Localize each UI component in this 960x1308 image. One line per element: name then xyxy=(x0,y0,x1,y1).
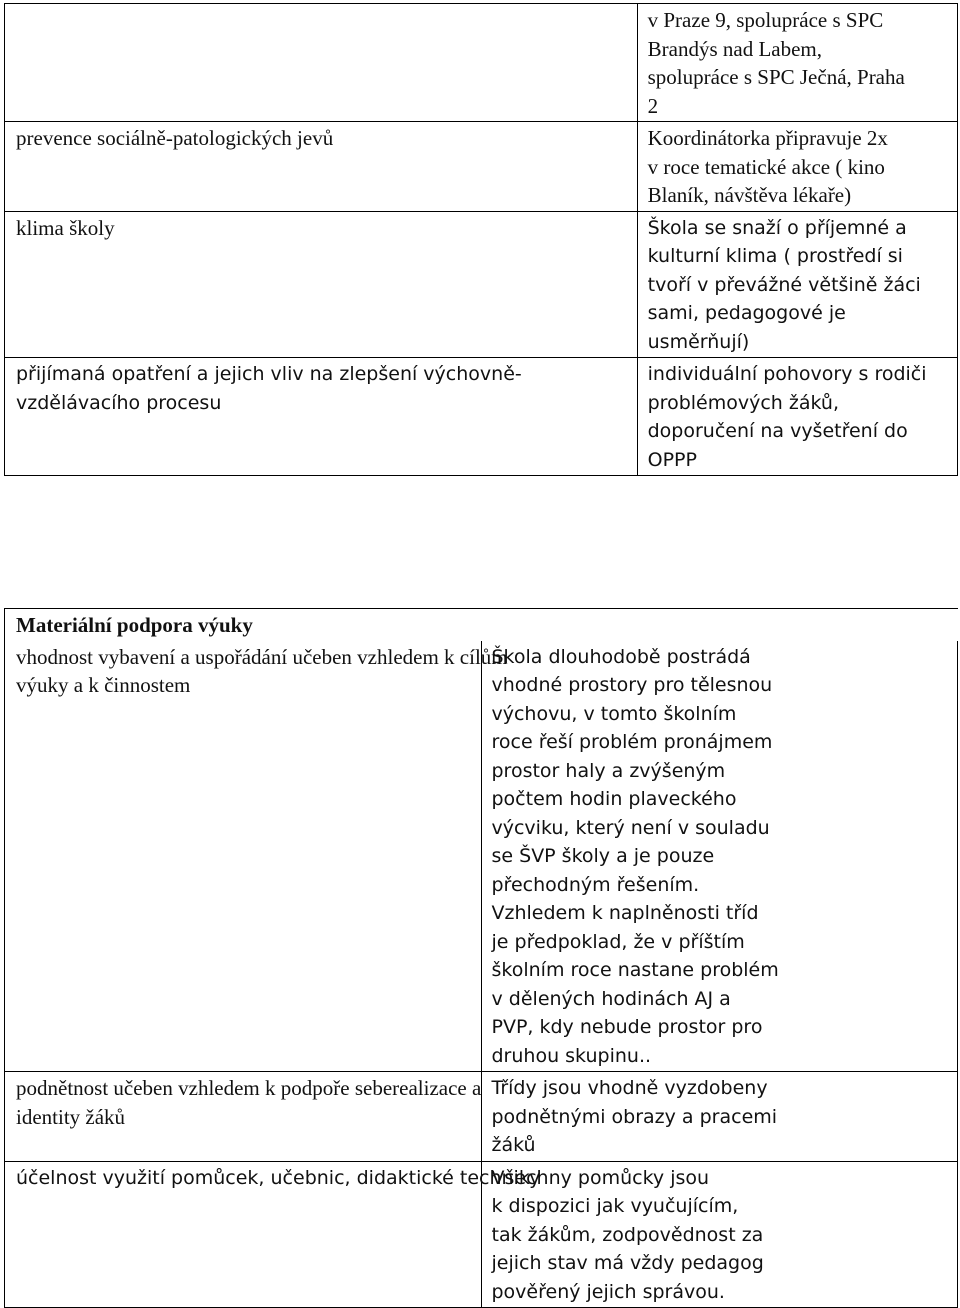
row-label-cell xyxy=(5,211,638,358)
text-line: vhodné prostory pro tělesnou xyxy=(491,674,773,696)
table-school-climate xyxy=(4,3,958,476)
text-line: Vzhledem k naplněnosti tříd xyxy=(491,902,759,924)
table-material-support xyxy=(4,608,958,1308)
text-line: přijímaná opatření a jejich vliv na zlepšení výchovně- xyxy=(16,363,522,385)
row-value-cell xyxy=(481,1072,958,1162)
row-label-cell xyxy=(5,641,508,1072)
text-line: problémových žáků, xyxy=(647,391,839,414)
text-line: je předpoklad, že v příštím xyxy=(491,930,745,953)
text-line: druhou skupinu.. xyxy=(491,1044,652,1067)
text-line: podnětnost učeben vzhledem k podpoře seberealizace a xyxy=(16,1076,482,1100)
text-line: PVP, kdy nebude prostor pro xyxy=(491,1016,763,1038)
row-label-cell xyxy=(5,1161,541,1308)
text-line: Všechny pomůcky jsou xyxy=(491,1166,710,1189)
row-value-cell xyxy=(481,641,958,1072)
text-line: spolupráce s SPC Ječná, Praha xyxy=(647,65,905,89)
text-line: Škola dlouhodobě postrádá xyxy=(491,645,751,668)
text-line: klima školy xyxy=(16,215,115,240)
text-line: školním roce nastane problém xyxy=(491,959,779,981)
text-line: žáků xyxy=(491,1134,536,1156)
text-line: tvoří v převážné většině žáci xyxy=(647,273,921,296)
row-value-cell xyxy=(637,358,957,476)
text-line: Blaník, návštěva lékaře) xyxy=(647,183,852,207)
row-label-cell xyxy=(5,122,638,212)
row-label-cell xyxy=(5,1072,482,1162)
text-line: individuální pohovory s rodiči xyxy=(647,363,927,385)
text-line: tak žákům, zodpovědnost za xyxy=(491,1223,764,1246)
table-row xyxy=(5,641,958,1072)
text-line: k dispozici jak vyučujícím, xyxy=(491,1195,739,1217)
text-line: OPPP xyxy=(647,448,697,471)
text-line: Brandýs nad Labem, xyxy=(647,36,822,61)
text-line: podnětnými obrazy a pracemi xyxy=(491,1105,778,1128)
text-line: roce řeší problém pronájmem xyxy=(491,731,773,753)
section-heading: Materiální podpora výuky xyxy=(16,613,253,637)
text-line: 2 xyxy=(647,93,659,118)
text-line: vzdělávacího procesu xyxy=(16,391,222,414)
text-line: vhodnost vybavení a uspořádání učeben vzhledem k cílům xyxy=(16,644,508,669)
table-row xyxy=(5,1072,958,1162)
text-line: přechodným řešením. xyxy=(491,873,700,896)
text-line: Třídy jsou vhodně vyzdobeny xyxy=(491,1077,768,1099)
text-line: výuky a k činnostem xyxy=(16,673,191,697)
text-line: v Praze 9, spolupráce s SPC xyxy=(647,8,884,32)
text-line: identity žáků xyxy=(16,1104,126,1129)
table-row xyxy=(5,211,958,358)
text-line: účelnost využití pomůcek, učebnic, didaktické techniky xyxy=(16,1166,541,1189)
text-line: prostor haly a zvýšeným xyxy=(491,759,726,782)
text-line: jejich stav má vždy pedagog xyxy=(491,1252,764,1274)
text-line: výchovu, v tomto školním xyxy=(491,702,737,725)
text-line: sami, pedagogové je xyxy=(647,302,846,324)
text-line: pověřený jejich správou. xyxy=(491,1280,725,1303)
row-label-cell xyxy=(5,358,638,476)
row-value-cell xyxy=(481,1161,958,1308)
row-value-cell xyxy=(637,4,957,122)
table-row xyxy=(5,4,958,122)
text-line: prevence sociálně-patologických jevů xyxy=(16,126,334,150)
row-value-cell xyxy=(637,211,957,358)
row-label-cell xyxy=(5,4,638,122)
text-line: Koordinátorka připravuje 2x xyxy=(647,126,888,150)
text-line: kulturní klima ( prostředí si xyxy=(647,245,903,267)
table-row xyxy=(5,122,958,212)
text-line: se ŠVP školy a je pouze xyxy=(491,845,715,867)
text-line: usměrňují) xyxy=(647,330,750,353)
text-line: doporučení na vyšetření do xyxy=(647,420,908,442)
section-heading-cell xyxy=(5,609,958,641)
text-line: v dělených hodinách AJ a xyxy=(491,987,731,1010)
text-line: Škola se snaží o příjemné a xyxy=(647,216,907,239)
table-row xyxy=(5,1161,958,1308)
text-line: výcviku, který není v souladu xyxy=(491,816,770,839)
table-heading-row xyxy=(5,609,958,641)
table-row xyxy=(5,358,958,476)
text-line: počtem hodin plaveckého xyxy=(491,788,737,810)
text-line: v roce tematické akce ( kino xyxy=(647,154,885,179)
row-value-cell xyxy=(637,122,957,212)
